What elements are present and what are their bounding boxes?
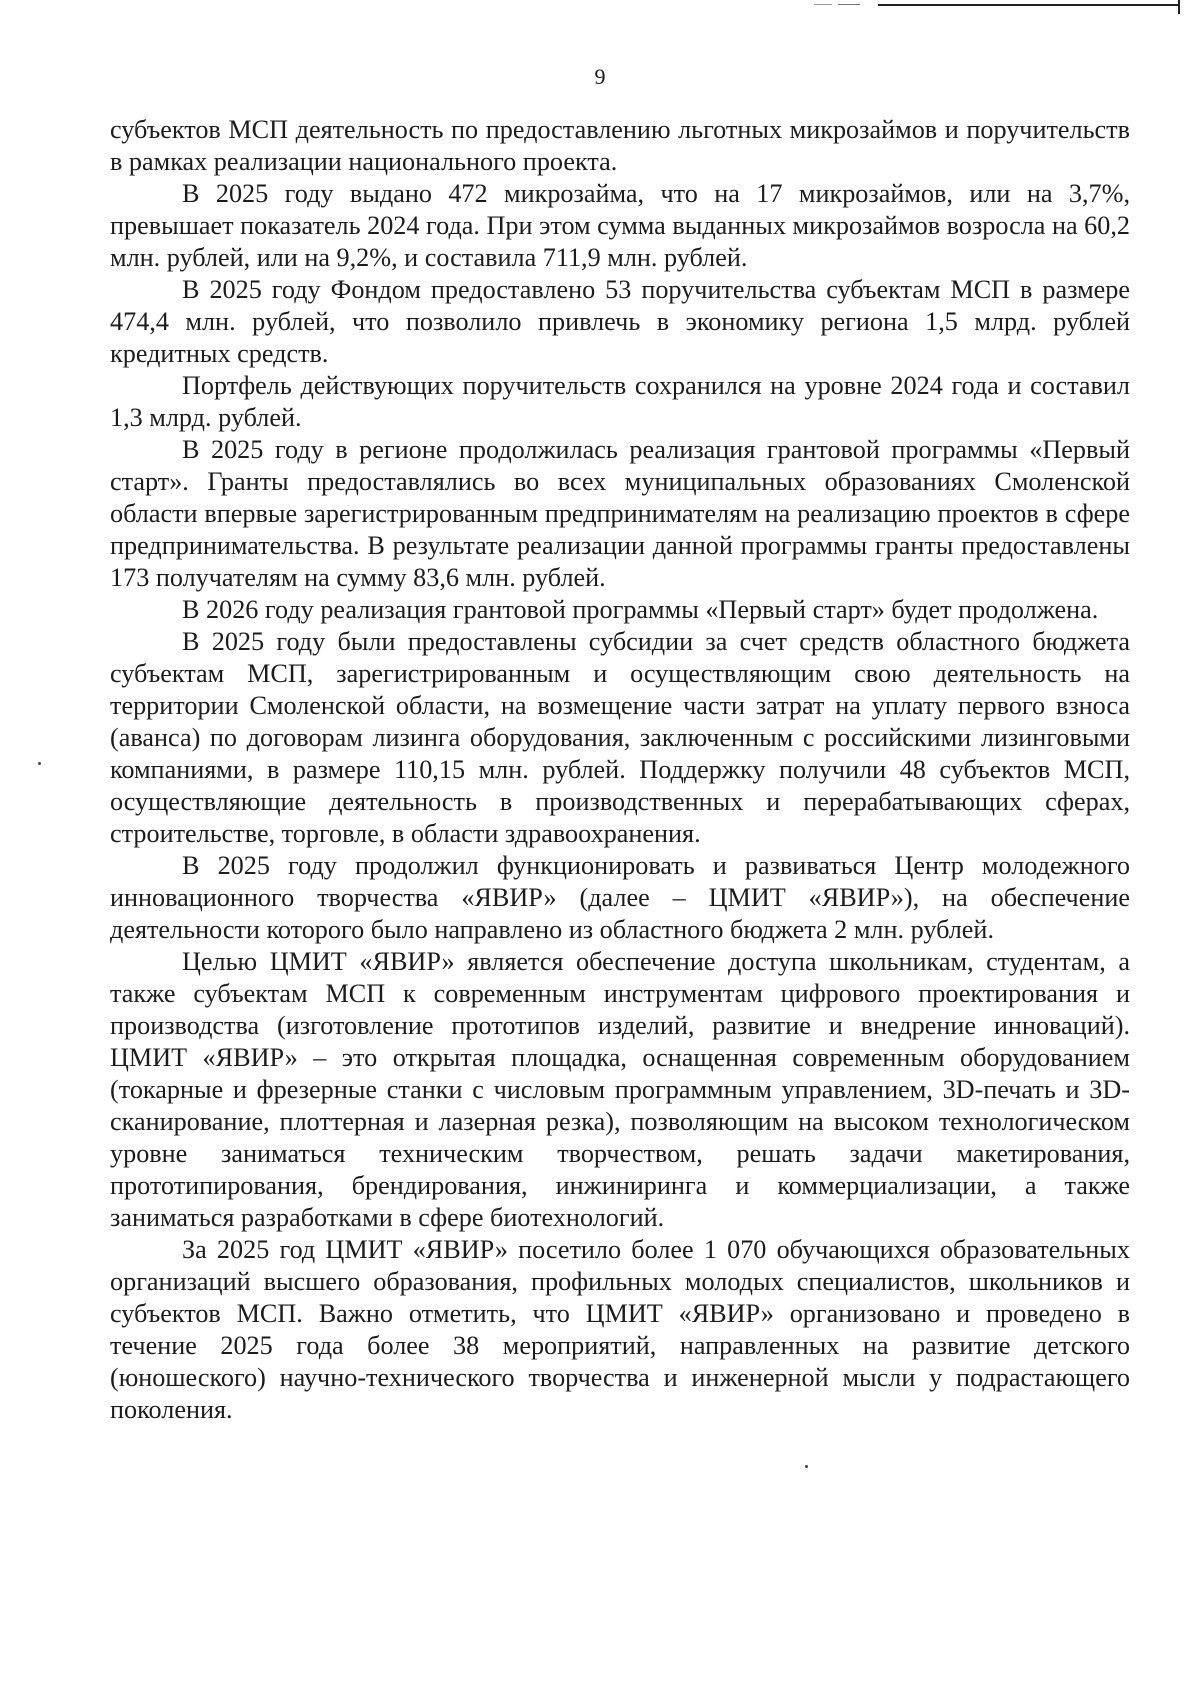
scan-edge-mark	[838, 4, 860, 5]
scan-edge-mark	[814, 4, 832, 5]
document-body	[110, 114, 1130, 1426]
paragraph-grant-program-2026: В 2026 году реализация грантовой программы «Первый старт» будет продолжена.	[182, 595, 1099, 624]
paragraph-continuation: субъектов МСП деятельность по предоставлению льготных микрозаймов и поручительств в рамках реализации национального проекта.	[110, 115, 1130, 176]
paragraph-grant-program: В 2025 году в регионе продолжилась реализация грантовой программы «Первый старт». Гранты предоставлялись во всех муниципальных образованиях Смоленской области впервые зарегистрированным предпринимателям на реализацию проектов в сфере предпринимательства. В результате реализации данной программы гранты предоставлены 173 получателям на сумму 83,6 млн. рублей.	[110, 435, 1130, 592]
paragraph-cmit-visitors: За 2025 год ЦМИТ «ЯВИР» посетило более 1 070 обучающихся образовательных организаций высшего образования, профильных молодых специалистов, школьников и субъектов МСП. Важно отметить, что ЦМИТ «ЯВИР» организовано и проведено в течение 2025 года более 38 мероприятий, направленных на развитие детского (юношеского) научно-технического творчества и инженерной мысли у подрастающего поколения.	[110, 1235, 1130, 1424]
page-number: 9	[594, 64, 606, 89]
paragraph-cmit-funding: В 2025 году продолжил функционировать и развиваться Центр молодежного инновационного творчества «ЯВИР» (далее – ЦМИТ «ЯВИР»), на обеспечение деятельности которого было направлено из областного бюджета 2 млн. рублей.	[110, 851, 1130, 944]
paragraph-microloans: В 2025 году выдано 472 микрозайма, что на 17 микрозаймов, или на 3,7%, превышает показатель 2024 года. При этом сумма выданных микрозаймов возросла на 60,2 млн. рублей, или на 9,2%, и составила 711,9 млн. рублей.	[110, 179, 1130, 272]
paragraph-guarantee-portfolio: Портфель действующих поручительств сохранился на уровне 2024 года и составил 1,3 млрд. рублей.	[110, 371, 1130, 432]
scan-speck	[805, 1465, 808, 1468]
scan-speck	[38, 762, 41, 765]
scan-edge-line	[878, 4, 1178, 6]
paragraph-cmit-goal: Целью ЦМИТ «ЯВИР» является обеспечение доступа школьникам, студентам, а также субъектам МСП к современным инструментам цифрового проектирования и производства (изготовление прототипов изделий, развитие и внедрение инноваций). ЦМИТ «ЯВИР» – это открытая площадка, оснащенная современным оборудованием (токарные и фрезерные станки с числовым программным управлением, 3D-печать и 3D-сканирование, плоттерная и лазерная резка), позволяющим на высоком технологическом уровне заниматься техническим творчеством, решать задачи макетирования, прототипирования, брендирования, инжиниринга и коммерциализации, а также заниматься разработками в сфере биотехнологий.	[110, 947, 1130, 1232]
paragraph-leasing-subsidies: В 2025 году были предоставлены субсидии за счет средств областного бюджета субъектам МСП, зарегистрированным и осуществляющим свою деятельность на территории Смоленской области, на возмещение части затрат на уплату первого взноса (аванса) по договорам лизинга оборудования, заключенным с российскими лизинговыми компаниями, в размере 110,15 млн. рублей. Поддержку получили 48 субъектов МСП, осуществляющие деятельность в производственных и перерабатывающих сферах, строительстве, торговле, в области здравоохранения.	[110, 627, 1130, 848]
scan-edge-corner	[1178, 0, 1180, 14]
paragraph-guarantees: В 2025 году Фондом предоставлено 53 поручительства субъектам МСП в размере 474,4 млн. рублей, что позволило привлечь в экономику региона 1,5 млрд. рублей кредитных средств.	[110, 275, 1130, 368]
